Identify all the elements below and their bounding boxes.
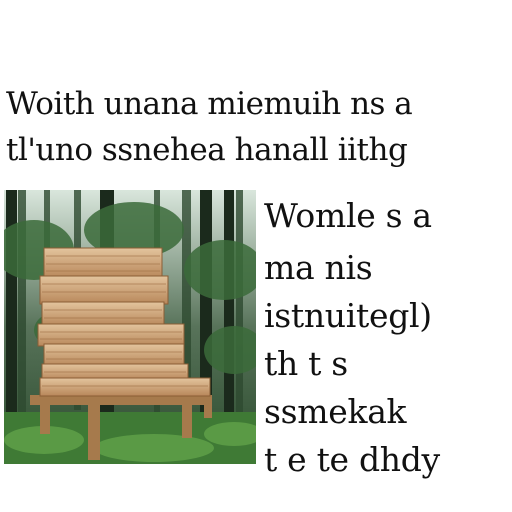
side-text-line-4: th t s bbox=[264, 344, 348, 383]
side-text-line-6: t e te dhdy bbox=[264, 440, 440, 479]
lumber-stack-photo bbox=[4, 190, 256, 464]
headline-line-2: tl'uno ssnehea hanall iithg bbox=[6, 132, 408, 168]
side-text-line-2: ma nis bbox=[264, 248, 373, 287]
side-text-line-5: ssmekak bbox=[264, 392, 407, 431]
headline-line-1: Woith unana miemuih ns a bbox=[6, 86, 413, 122]
side-text-line-1: Womle s a bbox=[264, 196, 432, 235]
lumber-forest-image bbox=[4, 190, 256, 464]
side-text-line-3: istnuitegl) bbox=[264, 296, 432, 335]
